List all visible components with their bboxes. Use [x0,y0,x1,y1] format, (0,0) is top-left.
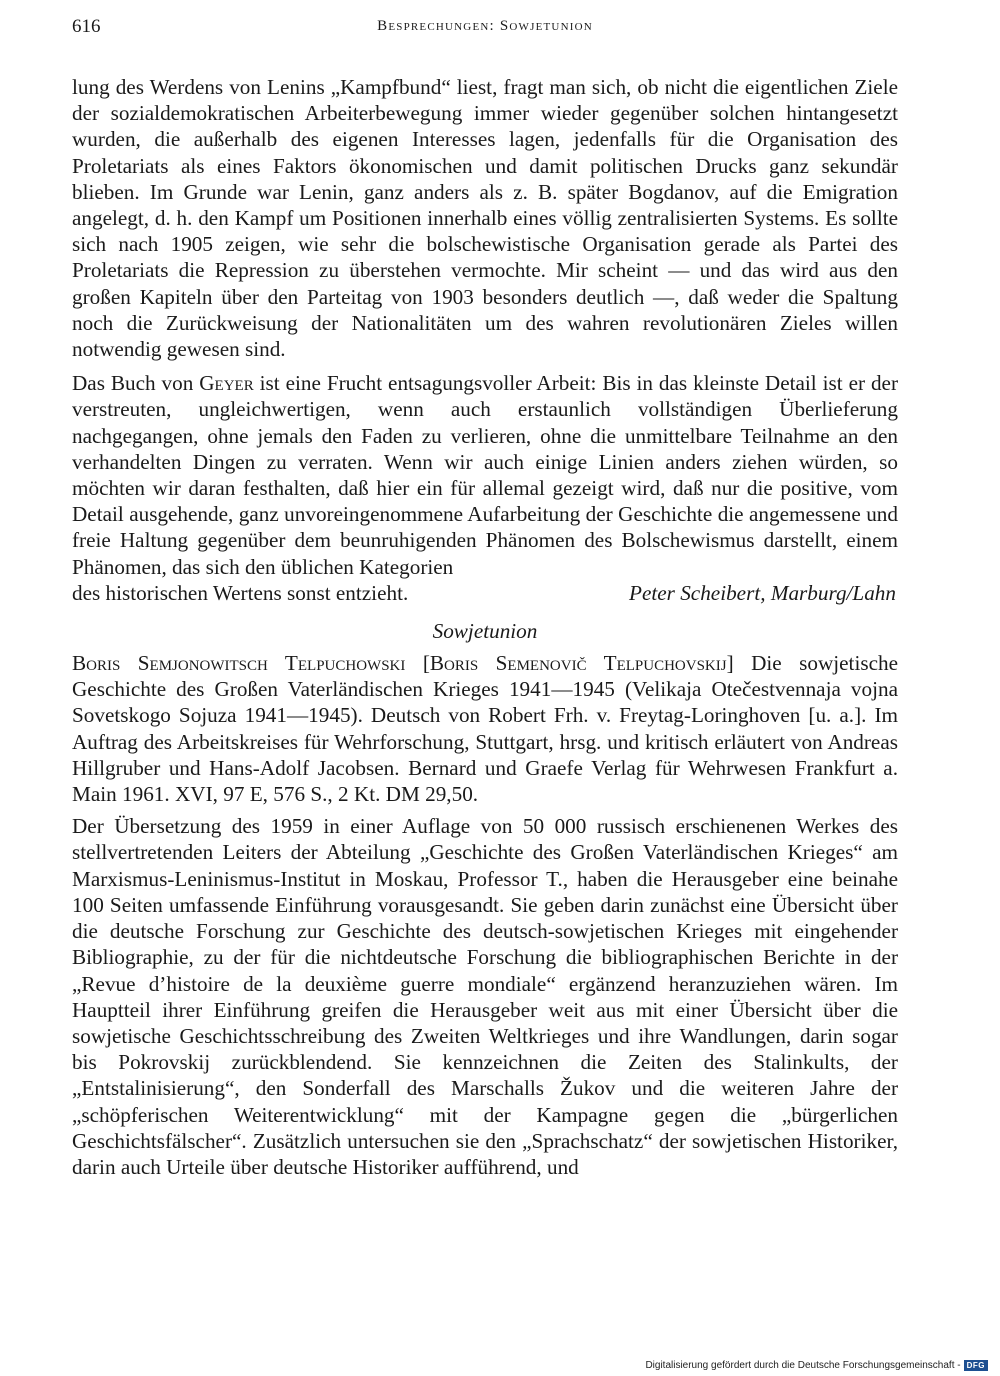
paragraph-last-line [72,580,898,606]
page-header [72,16,898,56]
body-paragraph-2 [72,370,898,606]
book-author: Boris Semjonowitsch Telpuchowski [Boris Semenovič Telpuchovskij] [72,651,734,676]
paragraph-closing-text: des historischen Wertens sonst entzieht. [72,580,409,605]
section-title: Sowjetunion [432,619,538,644]
paragraph-lead: Das Buch von [72,371,194,396]
digitization-footer [645,1360,988,1371]
bibliographic-entry [72,650,898,807]
reviewer-signature: Peter Scheibert, Marburg/Lahn [629,580,896,605]
document-page [72,16,898,1180]
body-paragraph-4: Der Übersetzung des 1959 in einer Auflage von 50 000 russisch erschienenen Werkes des stellvertretenden Leiters der Abteilung „Geschichte des Großen Vaterländischen Krieges“ am Marxismus-Leninismus-Institut in Moskau, Professor T., haben die Herausgeber eine beinahe 100 Seiten umfassende Einführung vorausgesandt. Sie geben darin zunächst eine Übersicht über die deutsche Forschung zur Geschichte des deutsch-sowjetischen Krieges mit eingehender Bibliographie, zu der für die nichtdeutsche Forschung die bibliographischen Berichte in der „Revue d’histoire de la deuxième guerre mondiale“ ergänzend heranzuziehen wären. Im Hauptteil ihrer Einführung greifen die Herausgeber weit aus mit einer Übersicht über die sowjetische Geschichtsschreibung des Zweiten Weltkrieges und ihre Wandlungen, darin sogar bis Pokrovskij zurückblendend. Sie kennzeichnen die Zeiten des Stalinkults, der „Entstalinisierung“, den Sonderfall des Marschalls Žukov und die weiteren Jahre der „schöpferischen Weiterentwicklung“ mit der Kampagne gegen die „bürgerlichen Geschichtsfälscher“. Zusätzlich untersuchen sie den „Sprachschatz“ der sowjetischen Historiker, darin auch Urteile über deutsche Historiker aufführend, und [72,814,898,1179]
paragraph-body: ist eine Frucht entsagungsvoller Arbeit: Bis in das kleinste Detail ist er der verstreuten, ungleichwertigen, wenn auch erstaunlich vollständigen Überlieferung nachgegangen, ohne jemals den Faden zu verlieren, ohne die unmittelbare Teilnahme an den verhandelten Dingen zu verraten. Wenn wir auch einige Linien anders ziehen würden, so möchten wir daran festhalten, daß hier ein für allemal gezeigt wird, daß nur die positive, vom Detail ausgehende, ganz unvoreingenommene Aufarbeitung der Geschichte die angemessene und freie Haltung gegenüber dem beunruhigenden Phänomen des Bolschewismus darstellt, einem Phänomen, das sich den üblichen Kategorien [72,371,899,579]
footer-text: Digitalisierung gefördert durch die Deutsche Forschungsgemeinschaft - [645,1360,961,1371]
running-head: Besprechungen: Sowjetunion [377,18,593,34]
page-number: 616 [72,16,101,37]
book-citation: Die sowjetische Geschichte des Großen Vaterländischen Krieges 1941—1945 (Velikaja Otečestvennaja vojna Sovetskogo Sojuza 1941—1945). Deutsch von Robert Frh. v. Freytag-Loringhoven [u. a.]. Im Auftrag des Arbeitskreises für Wehrforschung, Stuttgart, hrsg. und kritisch erläutert von Andreas Hillgruber und Hans-Adolf Jacobsen. Bernard und Graefe Verlag für Wehrwesen Frankfurt a. Main 1961. XVI, 97 E, 576 S., 2 Kt. DM 29,50. [72,651,898,807]
reviewed-author: Geyer [199,371,254,396]
dfg-logo: DFG [964,1360,988,1371]
body-paragraph-1: lung des Werdens von Lenins „Kampfbund“ liest, fragt man sich, ob nicht die eigentlichen Ziele der sozialdemokratischen Arbeiterbewegung immer wieder gegenüber solchen hintangesetzt wurden, die außerhalb des eigenen Interesses lagen, jedenfalls für die Organisation des Proletariats als eines Faktors ökonomischen und damit politischen Drucks ganz sekundär blieben. Im Grunde war Lenin, ganz anders als z. B. später Bogdanov, auf die Emigration angelegt, d. h. den Kampf um Positionen innerhalb eines völlig zentralisierten Systems. Es sollte sich nach 1905 zeigen, wie sehr die bolschewistische Organisation gerade als Partei des Proletariats die Repression zu überstehen vermochte. Mir scheint — und das wird aus den großen Kapiteln über den Parteitag von 1903 besonders deutlich —, daß weder die Spaltung noch die Zurückweisung der Nationalitäten um des wahren revolutionären Zieles willen notwendig gewesen sind. [72,75,898,362]
